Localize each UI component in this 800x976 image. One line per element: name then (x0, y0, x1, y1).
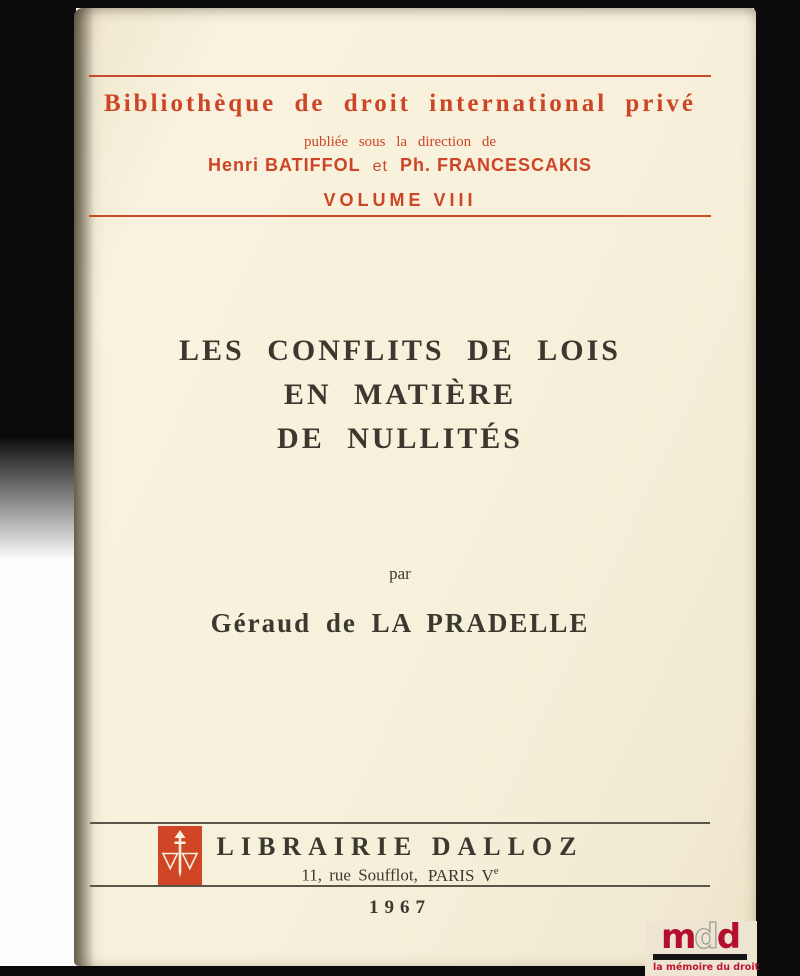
series-directors (88, 155, 712, 176)
directors-conjunction: et (372, 158, 388, 175)
imprint-rule-top (90, 822, 710, 824)
red-rule-top (89, 75, 711, 77)
mdd-letter-m: m (660, 917, 695, 957)
scan-background-right (754, 0, 800, 976)
volume-number: VOLUME VIII (323, 190, 477, 210)
scan-background-left (0, 0, 76, 560)
publisher-address (88, 865, 712, 886)
book-title-line2: EN MATIÈRE (283, 378, 517, 411)
imprint-rule-bottom (90, 885, 710, 887)
cover-content (88, 8, 712, 966)
book-title (88, 329, 712, 461)
publisher-name: LIBRAIRIE DALLOZ (216, 832, 584, 861)
city: PARIS V (427, 865, 494, 885)
red-rule-bottom (89, 215, 711, 217)
mdd-logo (653, 917, 760, 973)
publication-year: 1967 (369, 897, 431, 918)
author-name: Géraud de LA PRADELLE (210, 608, 590, 638)
series-title: Bibliothèque de droit international privé (104, 90, 696, 117)
scan-background-top (0, 0, 800, 8)
mdd-watermark-plate (645, 917, 760, 976)
city-superscript: e (493, 865, 499, 877)
director-2: Ph. FRANCESCAKIS (399, 155, 592, 175)
mdd-wordmark (653, 917, 747, 957)
book-title-line3: DE NULLITÉS (277, 422, 523, 455)
mdd-letter-d2: d (716, 917, 740, 957)
book-cover-page (74, 8, 756, 966)
byline-par: par (389, 564, 411, 583)
mdd-letter-d1: d (694, 917, 717, 957)
mdd-tagline: la mémoire du droit (653, 962, 760, 973)
director-1: Henri BATIFFOL (207, 155, 361, 175)
published-under-line: publiée sous la direction de (303, 134, 497, 150)
street-address: 11, rue Soufflot, (301, 865, 418, 885)
book-title-line1: LES CONFLITS DE LOIS (179, 334, 621, 367)
